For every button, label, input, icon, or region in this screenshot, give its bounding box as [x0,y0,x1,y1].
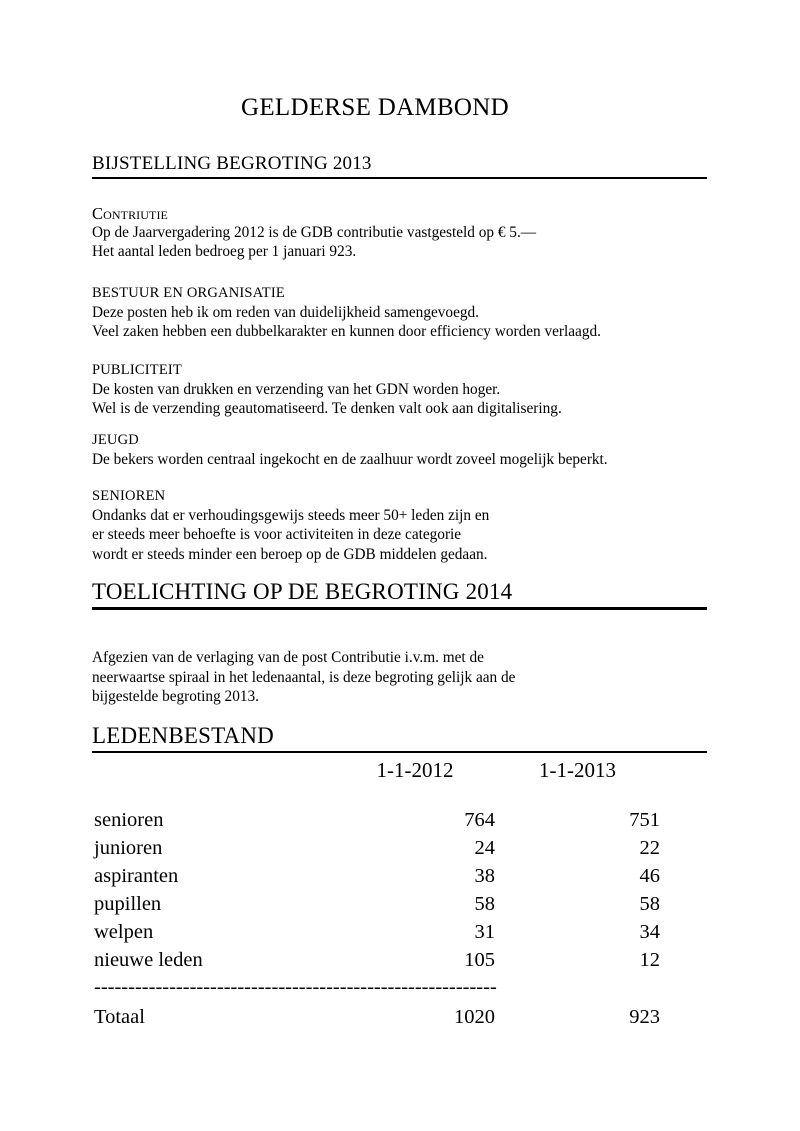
table-cell-2012: 38 [474,865,495,887]
heading-bijstelling-begroting [92,152,707,179]
table-dashed-separator-text: ----------------------------------------------------------- [94,976,497,998]
table-row [92,806,707,834]
table-column-header-2012: 1-1-2012 [376,758,454,782]
table-cell-2012: 31 [474,921,495,943]
table-cell-2012: 764 [464,809,495,831]
table-row-label: aspiranten [94,865,179,887]
paragraph-toelichting-line-3: bijgestelde begroting 2013. [92,688,259,706]
section-publiciteit-line-2: Wel is de verzending geautomatiseerd. Te denken valt ook aan digitalisering. [92,400,562,418]
section-bestuur-title: BESTUUR EN ORGANISATIE [92,285,285,301]
page-title: GELDERSE DAMBOND [241,94,509,121]
section-bestuur-line-2: Veel zaken hebben een dubbelkarakter en kunnen door efficiency worden verlaagd. [92,323,601,341]
paragraph-toelichting-line-1: Afgezien van de verlaging van de post Contributie i.v.m. met de [92,649,484,666]
table-row [92,918,707,946]
paragraph-toelichting-line-2: neerwaartse spiraal in het ledenaantal, is deze begroting gelijk aan de [92,668,516,686]
table-row-label: welpen [94,921,154,943]
section-contributie-title: Contriutie [92,204,168,223]
table-cell-2012: 24 [474,837,495,859]
heading-rule [92,607,707,610]
section-bestuur-line-1: Deze posten heb ik om reden van duidelijkheid samengevoegd. [92,304,479,321]
table-spacer [92,788,707,806]
table-total-2013: 923 [629,1006,660,1028]
table-cell-2013: 34 [639,921,660,943]
table-row-label: senioren [94,809,164,831]
heading-toelichting-begroting [92,578,707,610]
table-row-label: nieuwe leden [94,949,203,971]
section-senioren-line-2: er steeds meer behoefte is voor activiteiten in deze categorie [92,526,462,544]
table-total-row [92,1000,707,1034]
table-row [92,862,707,890]
section-contributie-line-1: Op de Jaarvergadering 2012 is de GDB contributie vastgesteld op € 5.— [92,224,537,241]
table-cell-2013: 12 [639,949,660,971]
table-cell-2013: 46 [639,865,660,887]
section-senioren-title: SENIOREN [92,488,166,504]
table-row [92,890,707,918]
heading-rule [92,177,707,179]
section-jeugd-line-1: De bekers worden centraal ingekocht en de zaalhuur wordt zoveel mogelijk beperkt. [92,451,608,468]
table-row [92,946,707,974]
section-senioren [92,487,722,564]
table-row-label: junioren [94,837,163,859]
heading-toelichting-text: TOELICHTING OP DE BEGROTING 2014 [92,579,513,604]
table-header-row [92,752,707,788]
table-column-header-2013: 1-1-2013 [539,758,616,782]
table-cell-2013: 58 [639,893,660,915]
table-row [92,834,707,862]
ledenbestand-table [92,752,707,1034]
section-publiciteit-line-1: De kosten van drukken en verzending van het GDN worden hoger. [92,381,501,398]
table-cell-2012: 58 [474,893,495,915]
section-jeugd-title: JEUGD [92,432,139,448]
table-row-label: pupillen [94,893,162,915]
table-cell-2012: 105 [464,949,495,971]
section-senioren-line-3: wordt er steeds minder een beroep op de GDB middelen gedaan. [92,545,488,563]
section-bestuur-en-organisatie [92,284,722,342]
section-contributie-line-2: Het aantal leden bedroeg per 1 januari 923. [92,243,357,261]
section-publiciteit [92,361,722,419]
section-publiciteit-title: PUBLICITEIT [92,362,182,378]
table-total-label: Totaal [94,1006,145,1028]
section-jeugd [92,431,722,469]
table-cell-2013: 22 [639,837,660,859]
table-total-2012: 1020 [454,1006,495,1028]
table-dashed-separator [92,974,707,1000]
heading-bijstelling-text: BIJSTELLING BEGROTING 2013 [92,153,372,174]
heading-ledenbestand [92,722,707,753]
paragraph-toelichting [92,648,722,707]
table-cell-2013: 751 [629,809,660,831]
heading-ledenbestand-text: LEDENBESTAND [92,723,274,748]
section-contributie [92,204,722,262]
section-senioren-line-1: Ondanks dat er verhoudingsgewijs steeds meer 50+ leden zijn en [92,507,490,524]
